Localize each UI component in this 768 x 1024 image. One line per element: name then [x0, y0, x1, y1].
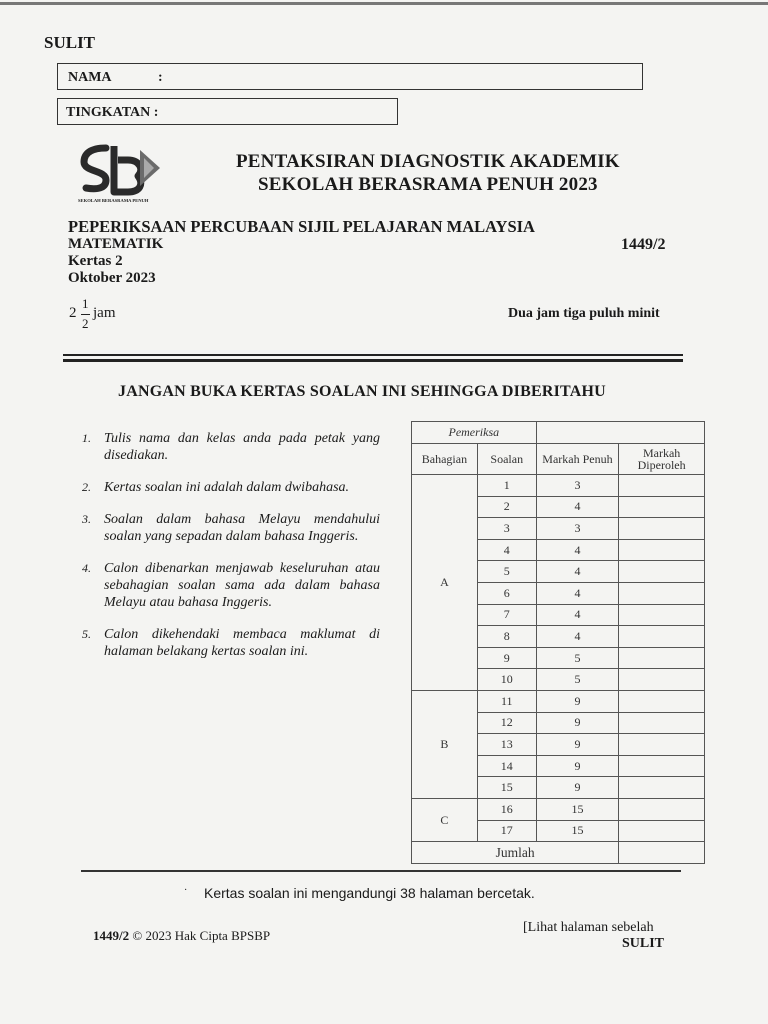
- instruction-item: [68, 430, 380, 464]
- full-marks-cell: 4: [536, 626, 619, 648]
- obtained-marks-cell[interactable]: [619, 561, 705, 583]
- obtained-marks-cell[interactable]: [619, 518, 705, 540]
- obtained-marks-cell[interactable]: [619, 496, 705, 518]
- divider-thick: [63, 359, 683, 362]
- question-number-cell: 8: [477, 626, 536, 648]
- name-field[interactable]: [57, 63, 643, 90]
- paper-number: Kertas 2: [68, 253, 123, 269]
- total-obtained-cell[interactable]: [619, 842, 705, 864]
- obtained-marks-cell[interactable]: [619, 777, 705, 799]
- full-marks-cell: 4: [536, 539, 619, 561]
- question-number-cell: 1: [477, 475, 536, 497]
- table-row: [412, 690, 705, 712]
- section-cell: A: [412, 475, 478, 691]
- footer-code: [93, 928, 270, 944]
- section-cell: B: [412, 690, 478, 798]
- question-number-cell: 15: [477, 777, 536, 799]
- instruction-text: Tulis nama dan kelas anda pada petak yang disediakan.: [104, 431, 380, 463]
- obtained-marks-cell[interactable]: [619, 734, 705, 756]
- obtained-marks-cell[interactable]: [619, 539, 705, 561]
- instruction-number: 4.: [82, 561, 91, 575]
- question-number-cell: 11: [477, 690, 536, 712]
- full-marks-cell: 5: [536, 647, 619, 669]
- instruction-number: 1.: [82, 431, 91, 445]
- total-row: [412, 842, 705, 864]
- full-marks-cell: 9: [536, 734, 619, 756]
- question-number-cell: 4: [477, 539, 536, 561]
- instruction-text: Calon dikehendaki membaca maklumat di halaman belakang kertas soalan ini.: [104, 627, 380, 659]
- name-label: NAMA: [68, 70, 112, 85]
- instruction-item: [68, 511, 380, 545]
- sulit-label: SULIT: [44, 33, 96, 52]
- instruction-item: [68, 560, 380, 611]
- scan-dot: ·: [184, 885, 188, 896]
- duration-whole: 2: [69, 305, 77, 321]
- question-number-cell: 16: [477, 798, 536, 820]
- question-number-cell: 5: [477, 561, 536, 583]
- question-number-cell: 14: [477, 755, 536, 777]
- obtained-marks-column-header: Markah Diperoleh: [619, 444, 705, 475]
- footer-copyright: © 2023 Hak Cipta BPSBP: [132, 928, 271, 943]
- question-number-cell: 9: [477, 647, 536, 669]
- footer-paper-code: 1449/2: [93, 928, 130, 943]
- obtained-marks-cell[interactable]: [619, 475, 705, 497]
- full-marks-cell: 4: [536, 582, 619, 604]
- question-number-cell: 10: [477, 669, 536, 691]
- subject: MATEMATIK: [68, 236, 164, 252]
- exam-date: Oktober 2023: [68, 270, 156, 286]
- instruction-item: [68, 479, 380, 496]
- obtained-marks-cell[interactable]: [619, 712, 705, 734]
- full-marks-cell: 9: [536, 755, 619, 777]
- question-number-cell: 7: [477, 604, 536, 626]
- instructions-list: [68, 430, 380, 675]
- assessment-title: PENTAKSIRAN DIAGNOSTIK AKADEMIK: [236, 151, 620, 172]
- fraction-bar: [81, 314, 90, 315]
- question-number-cell: 13: [477, 734, 536, 756]
- blank-header: [536, 422, 704, 444]
- instruction-number: 5.: [82, 627, 91, 641]
- instruction-number: 2.: [82, 480, 91, 494]
- obtained-marks-cell[interactable]: [619, 755, 705, 777]
- obtained-marks-cell[interactable]: [619, 669, 705, 691]
- full-marks-cell: 5: [536, 669, 619, 691]
- logo-caption: SEKOLAH BERASRAMA PENUH: [78, 198, 149, 203]
- full-marks-cell: 9: [536, 690, 619, 712]
- marks-table: [411, 421, 705, 864]
- section-cell: C: [412, 798, 478, 841]
- form-class-field[interactable]: [57, 98, 398, 125]
- obtained-marks-cell[interactable]: [619, 604, 705, 626]
- duration-words: Dua jam tiga puluh minit: [508, 306, 660, 321]
- instruction-text: Calon dibenarkan menjawab keseluruhan atau sebahagian soalan sama ada dalam bahasa Melayu atau bahasa Inggeris.: [104, 561, 380, 610]
- warning-heading: JANGAN BUKA KERTAS SOALAN INI SEHINGGA DIBERITAHU: [118, 383, 606, 400]
- footer-sulit: SULIT: [622, 936, 665, 951]
- full-marks-cell: 9: [536, 777, 619, 799]
- question-number-cell: 3: [477, 518, 536, 540]
- table-row: [412, 798, 705, 820]
- full-marks-cell: 4: [536, 496, 619, 518]
- obtained-marks-cell[interactable]: [619, 690, 705, 712]
- obtained-marks-cell[interactable]: [619, 626, 705, 648]
- duration-unit: jam: [93, 305, 116, 321]
- instruction-number: 3.: [82, 512, 91, 526]
- full-marks-cell: 9: [536, 712, 619, 734]
- question-number-cell: 6: [477, 582, 536, 604]
- full-marks-cell: 3: [536, 518, 619, 540]
- examiner-header: Pemeriksa: [412, 422, 537, 444]
- full-marks-cell: 3: [536, 475, 619, 497]
- full-marks-cell: 4: [536, 604, 619, 626]
- total-label: Jumlah: [412, 842, 619, 864]
- obtained-marks-cell[interactable]: [619, 582, 705, 604]
- full-marks-column-header: Markah Penuh: [536, 444, 619, 475]
- paper-code: 1449/2: [621, 236, 666, 253]
- divider-thin: [63, 354, 683, 356]
- top-border-line: [0, 2, 768, 5]
- next-page-note: [Lihat halaman sebelah: [523, 920, 654, 935]
- table-row: [412, 475, 705, 497]
- full-marks-cell: 15: [536, 798, 619, 820]
- instruction-item: [68, 626, 380, 660]
- name-colon: :: [158, 70, 163, 85]
- form-class-label: TINGKATAN :: [66, 105, 159, 120]
- exam-name: PEPERIKSAAN PERCUBAAN SIJIL PELAJARAN MALAYSIA: [68, 217, 535, 236]
- question-number-cell: 12: [477, 712, 536, 734]
- full-marks-cell: 15: [536, 820, 619, 842]
- instruction-text: Kertas soalan ini adalah dalam dwibahasa.: [104, 480, 350, 495]
- obtained-marks-cell[interactable]: [619, 820, 705, 842]
- duration-denominator: 2: [82, 316, 89, 331]
- instruction-text: Soalan dalam bahasa Melayu mendahului soalan yang sepadan dalam bahasa Inggeris.: [104, 512, 380, 544]
- page-count-note: Kertas soalan ini mengandungi 38 halaman bercetak.: [204, 885, 535, 901]
- footer-divider: [81, 870, 681, 872]
- sbp-logo: [78, 142, 166, 206]
- duration-numerator: 1: [82, 296, 89, 311]
- full-marks-cell: 4: [536, 561, 619, 583]
- section-column-header: Bahagian: [412, 444, 478, 475]
- question-number-cell: 17: [477, 820, 536, 842]
- school-title: SEKOLAH BERASRAMA PENUH 2023: [258, 174, 598, 195]
- obtained-marks-cell[interactable]: [619, 647, 705, 669]
- question-number-cell: 2: [477, 496, 536, 518]
- question-column-header: Soalan: [477, 444, 536, 475]
- obtained-marks-cell[interactable]: [619, 798, 705, 820]
